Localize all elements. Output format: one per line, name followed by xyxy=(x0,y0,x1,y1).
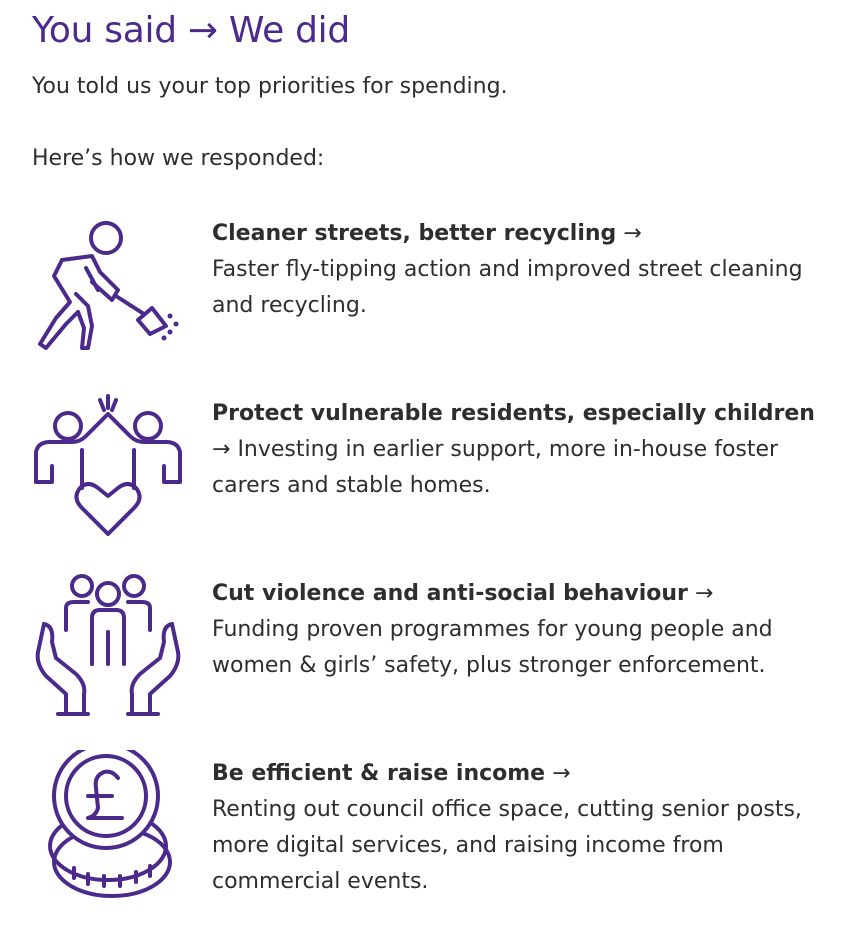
priority-body: Investing in earlier support, more in-house foster carers and stable homes. xyxy=(212,437,779,498)
priority-text xyxy=(212,756,822,900)
family-home-heart-icon xyxy=(26,388,190,538)
priority-heading: Cut violence and anti-social behaviour xyxy=(212,581,688,606)
priority-heading: Cleaner streets, better recycling xyxy=(212,221,617,246)
priority-heading: Protect vulnerable residents, especially children xyxy=(212,401,815,426)
hands-holding-people-icon xyxy=(26,568,190,718)
street-cleaner-icon xyxy=(26,216,190,366)
priority-text xyxy=(212,396,822,504)
priority-text xyxy=(212,576,822,684)
priority-item-income xyxy=(0,756,841,926)
priority-body: Faster fly-tipping action and improved street cleaning and recycling. xyxy=(212,257,803,318)
arrow-icon: → xyxy=(212,437,231,462)
priority-body: Renting out council office space, cutting senior posts, more digital services, and raising income from commercial events. xyxy=(212,797,802,894)
priority-heading: Be efficient & raise income xyxy=(212,761,546,786)
arrow-icon: → xyxy=(552,761,571,786)
intro-text: You told us your top priorities for spending. xyxy=(32,74,508,99)
priority-item-vulnerable xyxy=(0,396,841,566)
priority-item-safety xyxy=(0,576,841,746)
arrow-icon: → xyxy=(694,581,714,606)
pound-coins-stack-icon xyxy=(26,750,190,900)
arrow-icon: → xyxy=(623,221,642,246)
priority-item-streets xyxy=(0,216,841,386)
intro-lead: Here’s how we responded: xyxy=(32,146,325,171)
page-title: You said → We did xyxy=(32,10,350,51)
priority-text xyxy=(212,216,822,324)
priority-body: Funding proven programmes for young people and women & girls’ safety, plus stronger enforcement. xyxy=(212,617,773,678)
